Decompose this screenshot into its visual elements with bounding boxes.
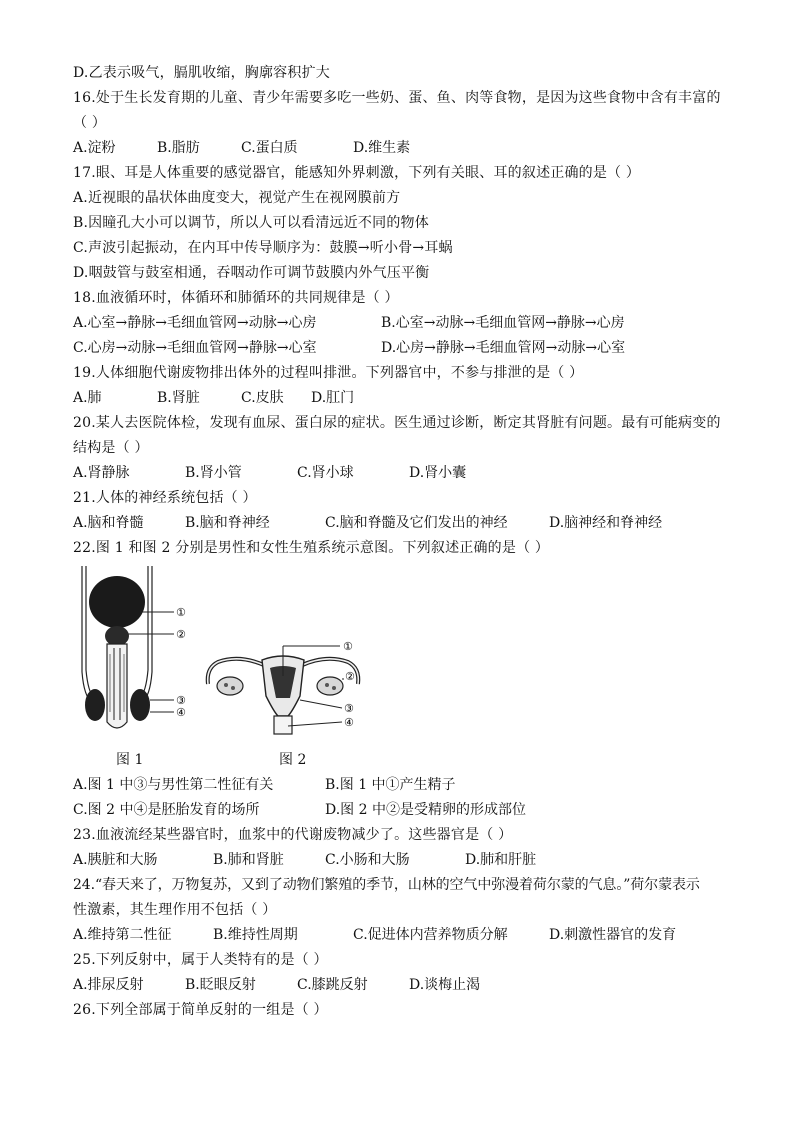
fig1-label-3: ③ <box>176 694 186 707</box>
q21-option-c[interactable]: C.脑和脊髓及它们发出的神经 <box>325 515 508 531</box>
q26-stem: 26.下列全部属于简单反射的一组是（ ） <box>73 1002 328 1018</box>
q17-option-c[interactable]: C.声波引起振动，在内耳中传导顺序为：鼓膜→听小骨→耳蜗 <box>73 240 453 256</box>
q21-stem: 21.人体的神经系统包括（ ） <box>73 490 257 506</box>
q24-stem-cont: 性激素，其生理作用不包括（ ） <box>73 902 277 918</box>
q25-option-d[interactable]: D.谈梅止渴 <box>409 977 481 993</box>
q24-option-b[interactable]: B.维持性周期 <box>213 927 298 943</box>
q25-stem: 25.下列反射中，属于人类特有的是（ ） <box>73 952 328 968</box>
q20-option-d[interactable]: D.肾小囊 <box>409 465 467 481</box>
q17-stem: 17.眼、耳是人体重要的感觉器官，能感知外界刺激，下列有关眼、耳的叙述正确的是（ ） <box>73 165 641 181</box>
q25-option-a[interactable]: A.排尿反射 <box>73 977 144 993</box>
fig2-label-3: ③ <box>344 702 354 715</box>
q17-option-d[interactable]: D.咽鼓管与鼓室相通，吞咽动作可调节鼓膜内外气压平衡 <box>73 265 430 281</box>
q23-option-d[interactable]: D.肺和肝脏 <box>465 852 537 868</box>
q18-stem: 18.血液循环时，体循环和肺循环的共同规律是（ ） <box>73 290 399 306</box>
q22-option-a[interactable]: A.图 1 中③与男性第二性征有关 <box>73 777 274 793</box>
fig2-label-2: ② <box>345 670 355 683</box>
q21-option-b[interactable]: B.脑和脊神经 <box>185 515 270 531</box>
bladder-shape <box>89 576 145 628</box>
figure-1-caption: 图 1 <box>116 752 144 768</box>
q25-option-b[interactable]: B.眨眼反射 <box>185 977 256 993</box>
q18-option-b[interactable]: B.心室→动脉→毛细血管网→静脉→心房 <box>381 315 625 331</box>
q24-option-c[interactable]: C.促进体内营养物质分解 <box>353 927 508 943</box>
fig1-label-2: ② <box>176 628 186 641</box>
q16-blank: （ ） <box>73 115 107 131</box>
q20-option-b[interactable]: B.肾小管 <box>185 465 242 481</box>
fig2-label-4: ④ <box>344 716 354 729</box>
q22-option-d[interactable]: D.图 2 中②是受精卵的形成部位 <box>325 802 526 818</box>
q20-option-a[interactable]: A.肾静脉 <box>73 465 130 481</box>
fig1-label-1: ① <box>176 606 186 619</box>
q20-stem-cont: 结构是（ ） <box>73 440 149 456</box>
q19-stem: 19.人体细胞代谢废物排出体外的过程叫排泄。下列器官中，不参与排泄的是（ ） <box>73 365 584 381</box>
q16-option-a[interactable]: A.淀粉 <box>73 140 116 156</box>
q16-stem: 16.处于生长发育期的儿童、青少年需要多吃一些奶、蛋、鱼、肉等食物，是因为这些食物中含有丰富的 <box>73 90 721 106</box>
q22-option-c[interactable]: C.图 2 中④是胚胎发育的场所 <box>73 802 260 818</box>
q22-option-b[interactable]: B.图 1 中①产生精子 <box>325 777 456 793</box>
figure-2-female-reproductive-diagram <box>200 636 365 736</box>
q20-option-c[interactable]: C.肾小球 <box>297 465 354 481</box>
q17-option-a[interactable]: A.近视眼的晶状体曲度变大，视觉产生在视网膜前方 <box>73 190 401 206</box>
q17-option-b[interactable]: B.因瞳孔大小可以调节，所以人可以看清远近不同的物体 <box>73 215 429 231</box>
q23-option-b[interactable]: B.肺和肾脏 <box>213 852 284 868</box>
q18-option-c[interactable]: C.心房→动脉→毛细血管网→静脉→心室 <box>73 340 317 356</box>
q24-option-a[interactable]: A.维持第二性征 <box>73 927 172 943</box>
q16-option-b[interactable]: B.脂肪 <box>157 140 200 156</box>
q23-stem: 23.血液流经某些器官时，血浆中的代谢废物减少了。这些器官是（ ） <box>73 827 513 843</box>
fig2-label-1: ① <box>343 640 353 653</box>
q19-option-c[interactable]: C.皮肤 <box>241 390 284 406</box>
fig1-label-4: ④ <box>176 706 186 719</box>
figure-2-caption: 图 2 <box>279 752 307 768</box>
q23-option-c[interactable]: C.小肠和大肠 <box>325 852 410 868</box>
q24-stem: 24.“春天来了，万物复苏，又到了动物们繁殖的季节，山林的空气中弥漫着荷尔蒙的气息。”荷尔蒙表示 <box>73 877 700 893</box>
q22-stem: 22.图 1 和图 2 分别是男性和女性生殖系统示意图。下列叙述正确的是（ ） <box>73 540 550 556</box>
q20-stem: 20.某人去医院体检，发现有血尿、蛋白尿的症状。医生通过诊断，断定其肾脏有问题。最有可能病变的 <box>73 415 721 431</box>
q24-option-d[interactable]: D.刺激性器官的发育 <box>549 927 677 943</box>
q15-option-d: D.乙表示吸气，膈肌收缩，胸廓容积扩大 <box>73 65 330 81</box>
q16-option-d[interactable]: D.维生素 <box>353 140 411 156</box>
q21-option-a[interactable]: A.脑和脊髓 <box>73 515 144 531</box>
q19-option-b[interactable]: B.肾脏 <box>157 390 200 406</box>
q18-option-d[interactable]: D.心房→静脉→毛细血管网→动脉→心室 <box>381 340 626 356</box>
q25-option-c[interactable]: C.膝跳反射 <box>297 977 368 993</box>
q19-option-d[interactable]: D.肛门 <box>311 390 355 406</box>
q18-option-a[interactable]: A.心室→静脉→毛细血管网→动脉→心房 <box>73 315 317 331</box>
q16-option-c[interactable]: C.蛋白质 <box>241 140 298 156</box>
figure-1-male-reproductive-diagram <box>70 562 210 740</box>
q21-option-d[interactable]: D.脑神经和脊神经 <box>549 515 663 531</box>
q23-option-a[interactable]: A.胰脏和大肠 <box>73 852 158 868</box>
q19-option-a[interactable]: A.肺 <box>73 390 102 406</box>
